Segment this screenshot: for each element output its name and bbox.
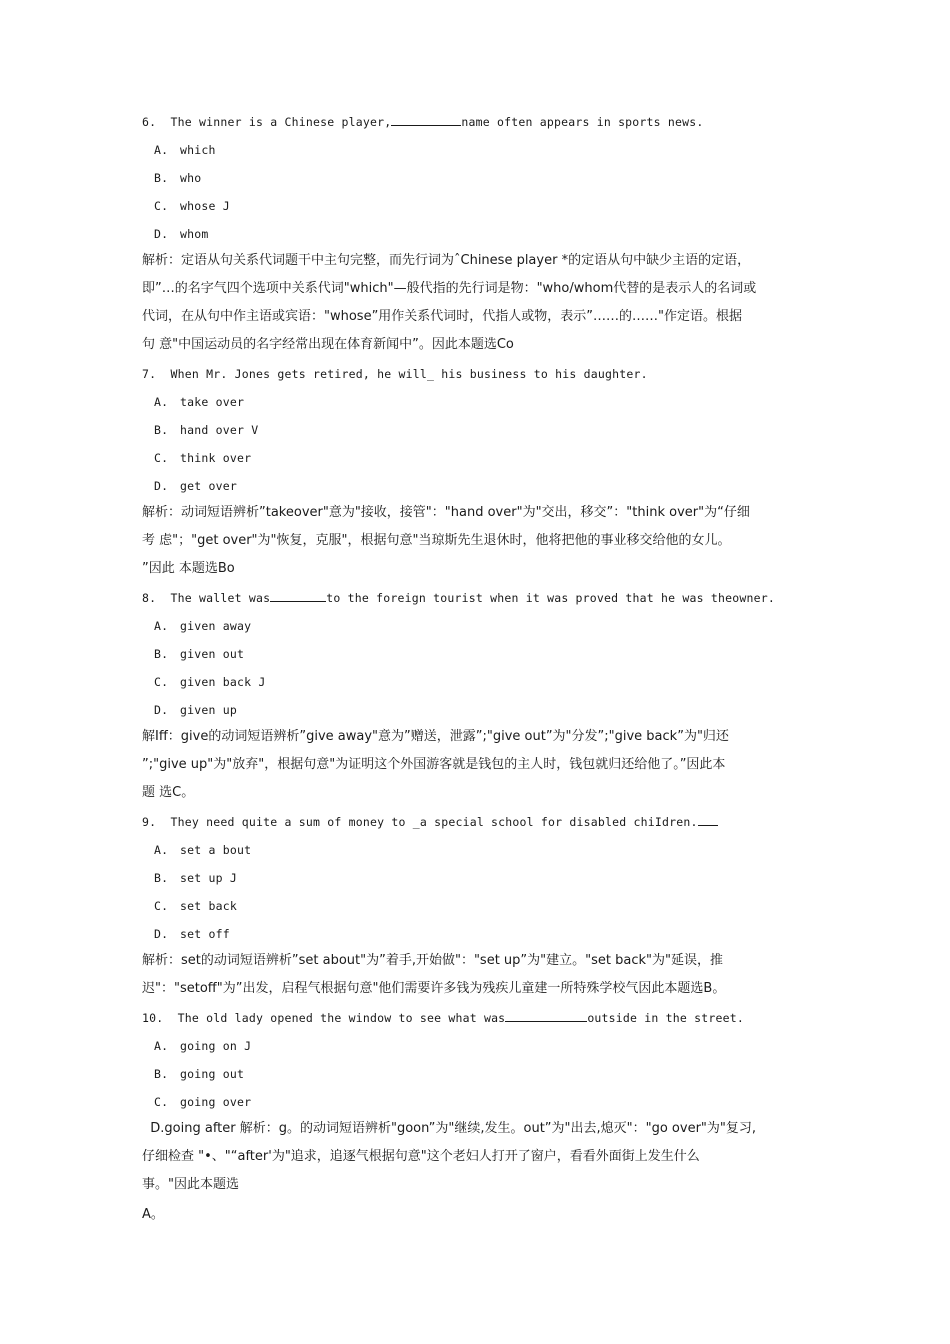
- question-number: 8.: [142, 591, 157, 605]
- explanation-line: 事。"因此本题选: [142, 1177, 239, 1192]
- answer-blank: [505, 1011, 587, 1022]
- explanation-line: ”因此 本题选Bo: [142, 561, 235, 576]
- option-a: A. given away: [154, 619, 252, 633]
- question-stem: 10. The old lady opened the window to see what was outside in the street.: [142, 1011, 745, 1025]
- explanation-line: 句 意"中国运动员的名字经常出现在体育新闻中”。因此本题选Co: [142, 337, 514, 352]
- question-stem: 7. When Mr. Jones gets retired, he will_ his business to his daughter.: [142, 367, 648, 381]
- explanation-line: 解析：动词短语辨析”takeover"意为"接收，接管"："hand over"为"交出，移交”："think over"为“仔细: [142, 505, 750, 520]
- option-c: C. given back J: [154, 675, 266, 689]
- option-c: C. going over: [154, 1095, 252, 1109]
- explanation-line: 题 选C。: [142, 785, 195, 800]
- question-number: 7.: [142, 367, 157, 381]
- option-c: C. whose J: [154, 199, 230, 213]
- option-b: B. hand over V: [154, 423, 259, 437]
- option-a: A. going on J: [154, 1039, 252, 1053]
- explanation-line: 解Iff：give的动词短语辨析”give away"意为”赠送，泄露”;"give out”为"分发”;"give back”为"归还: [142, 729, 729, 744]
- answer-blank: [698, 815, 718, 826]
- option-c: C. set back: [154, 899, 237, 913]
- option-b: B. going out: [154, 1067, 245, 1081]
- option-d: D. given up: [154, 703, 237, 717]
- explanation-line: 仔细检查 "•、"“after'为"追求，追逐气根据句意"这个老妇人打开了窗户，看看外面街上发生什么: [142, 1149, 700, 1164]
- explanation-line: 代词，在从句中作主语或宾语："whose”用作关系代词时，代指人或物，表示”……的……"作定语。根据: [142, 309, 743, 324]
- explanation-line: 迟"："setoff"为”出发，启程气根据句意"他们需要许多钱为残疾儿童建一所特殊学校气因此本题选B。: [142, 981, 726, 996]
- option-a: A. take over: [154, 395, 245, 409]
- explanation-line: ”;"give up"为"放弃"，根据句意"为证明这个外国游客就是钱包的主人时，钱包就归还给他了。”因此本: [142, 757, 726, 772]
- option-d: D. set off: [154, 927, 230, 941]
- explanation-line: 解析：定语从句关系代词题干中主句完整，而先行词为ˆChinese player *的定语从句中缺少主语的定语，: [142, 253, 751, 268]
- explanation-line: 解析：set的动词短语辨析”set about"为”着手,开始做"："set up”为"建立。"set back"为"延误，推: [142, 953, 723, 968]
- explanation-line: D.going after 解析：g。的动词短语辨析"goon”为"继续,发生。out”为"出去,熄灭"："go over"为"复习,: [142, 1121, 757, 1136]
- question-number: 6.: [142, 115, 157, 129]
- question-number: 10.: [142, 1011, 164, 1025]
- option-d: D. whom: [154, 227, 209, 241]
- option-b: B. given out: [154, 647, 245, 661]
- option-b: B. set up J: [154, 871, 237, 885]
- option-d: D. get over: [154, 479, 237, 493]
- option-a: A. set a bout: [154, 843, 252, 857]
- option-b: B. who: [154, 171, 202, 185]
- answer-blank: [391, 115, 461, 126]
- explanation-line: 考 虑"；"get over"为"恢复，克服"，根据句意"当琼斯先生退休时，他将把他的事业移交给他的女儿。: [142, 533, 731, 548]
- explanation-line: A。: [142, 1207, 164, 1222]
- question-stem: 9. They need quite a sum of money to _a special school for disabled chiIdren.: [142, 814, 718, 830]
- question-number: 9.: [142, 815, 157, 829]
- question-stem: 6. The winner is a Chinese player, name often appears in sports news.: [142, 115, 704, 129]
- answer-blank: [270, 591, 326, 602]
- question-stem: 8. The wallet was to the foreign tourist when it was proved that he was theowner.: [142, 591, 776, 605]
- option-a: A. which: [154, 143, 216, 157]
- option-c: C. think over: [154, 451, 252, 465]
- explanation-line: 即”…的名字气四个选项中关系代词"which"—般代指的先行词是物："who/whom代替的是表示人的名词或: [142, 281, 757, 296]
